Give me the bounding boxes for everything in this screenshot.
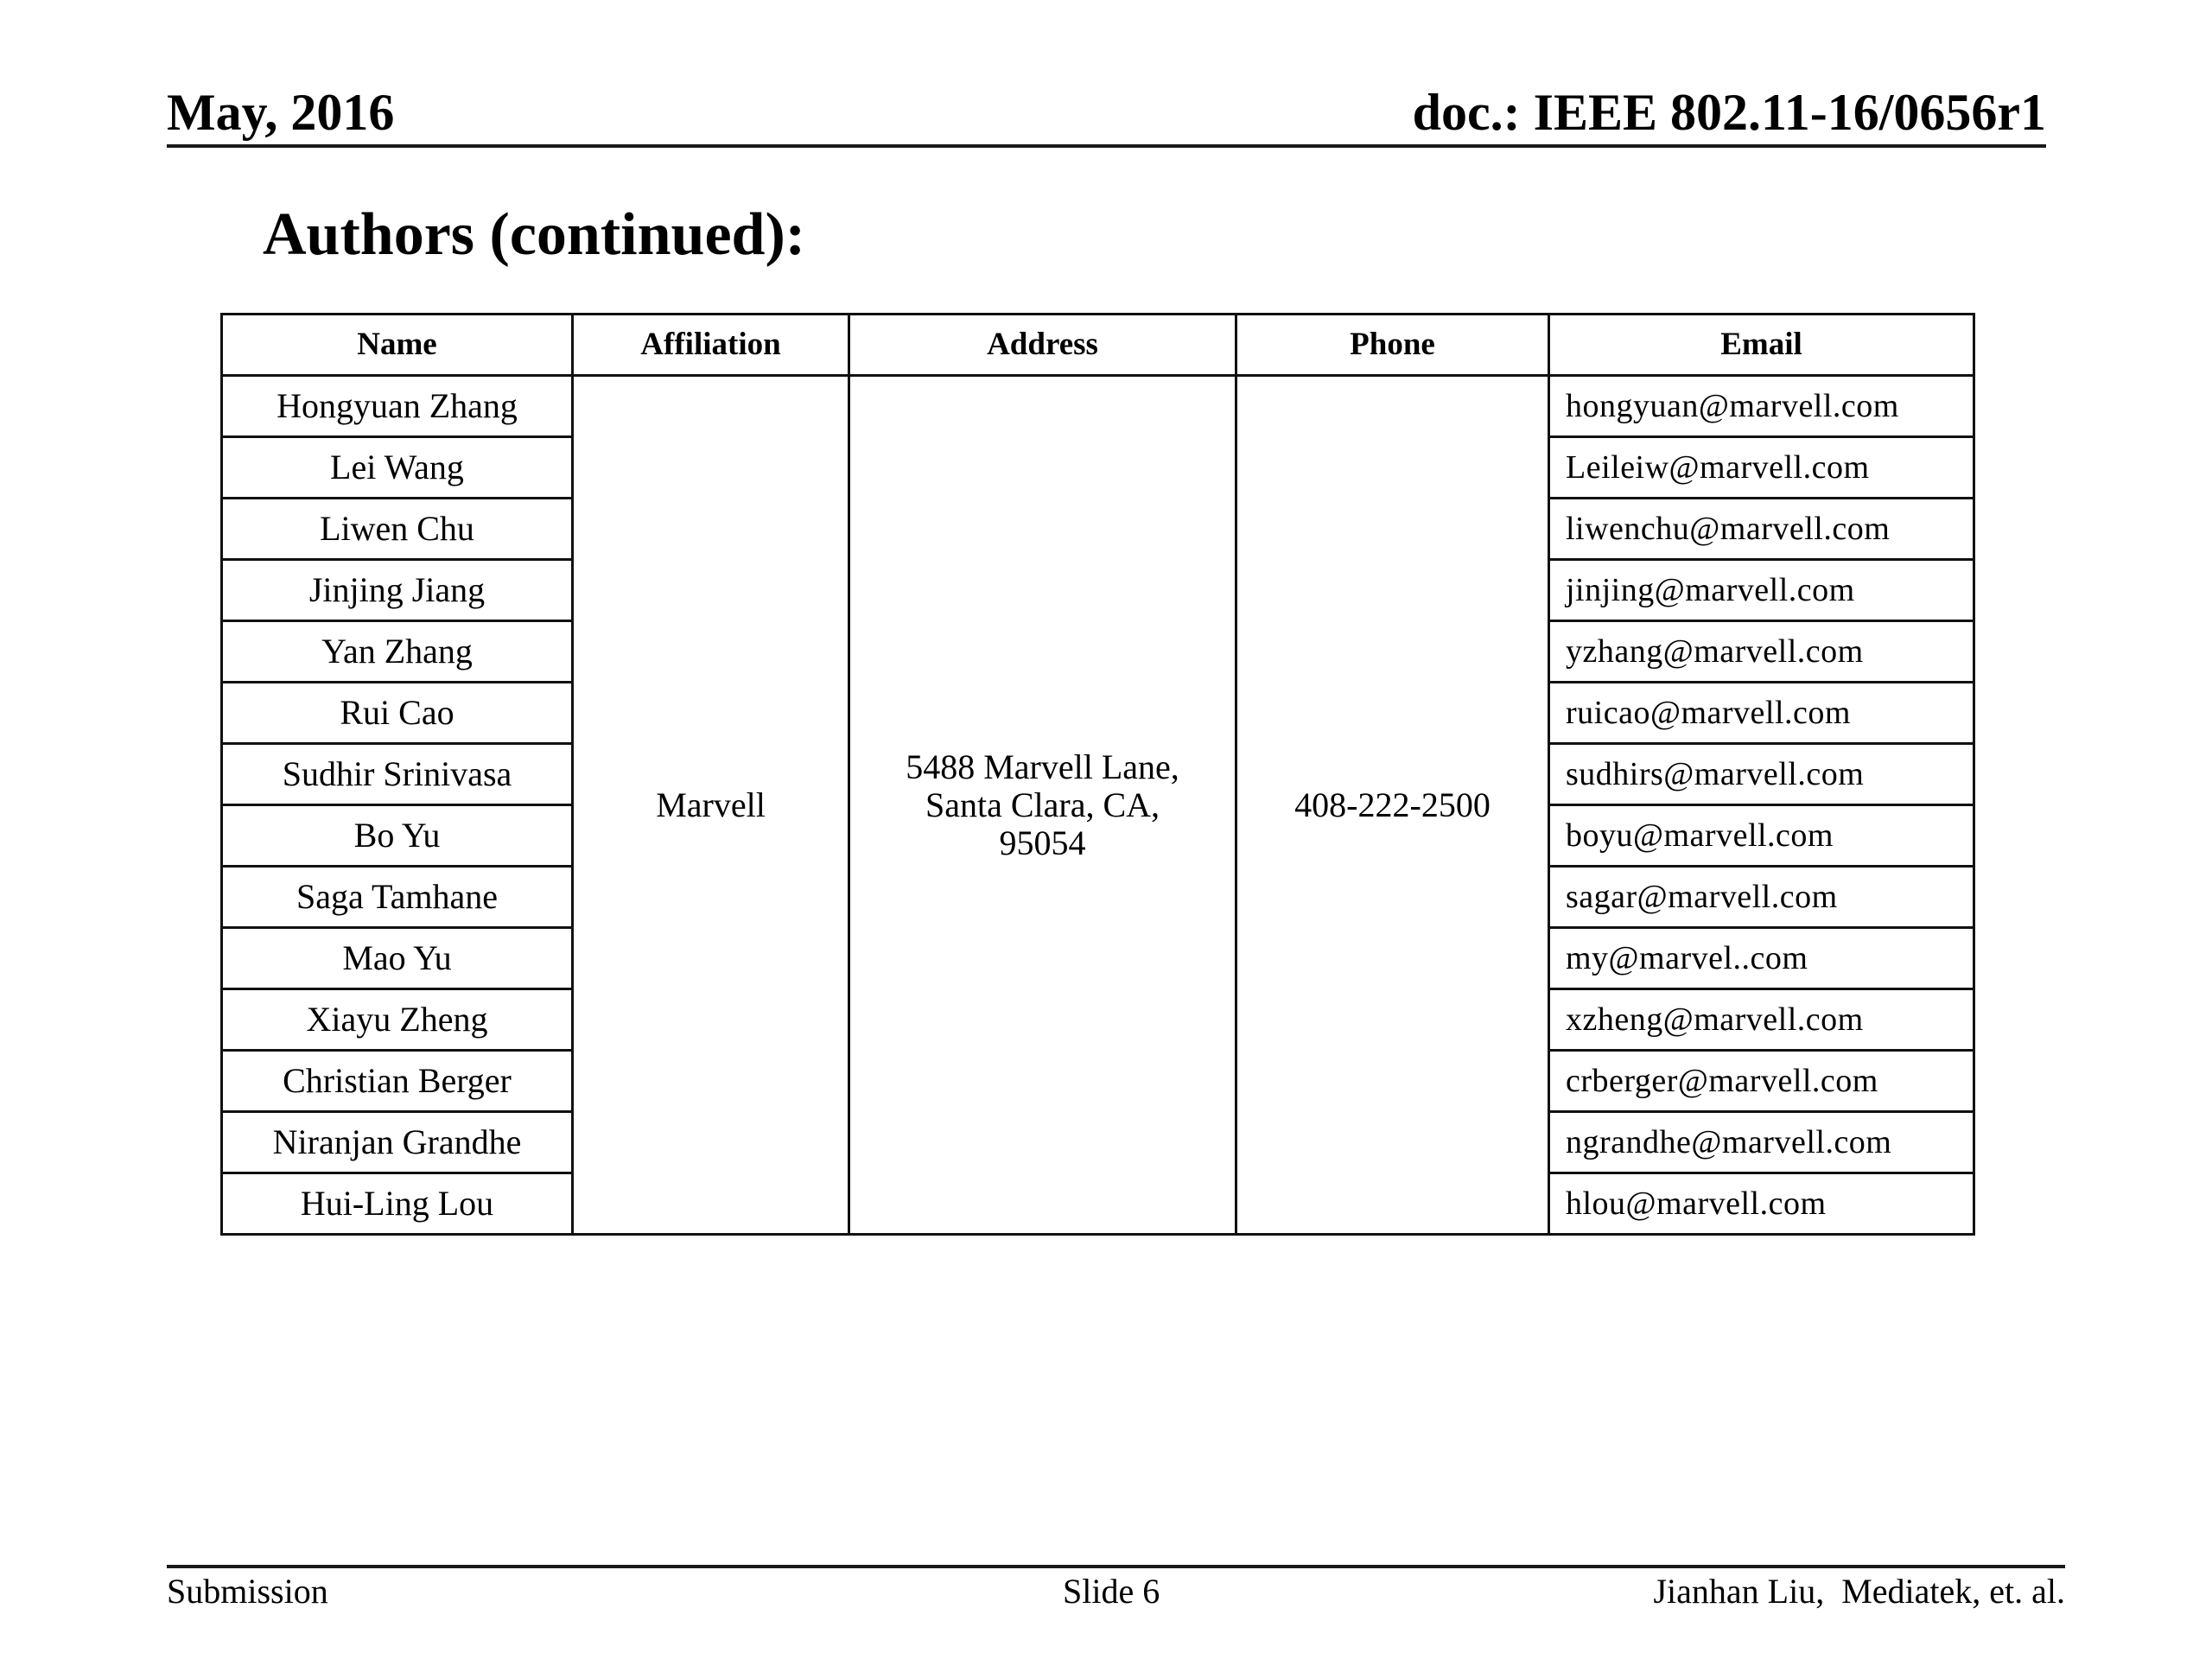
- author-name: Sudhir Srinivasa: [222, 744, 573, 805]
- author-name: Liwen Chu: [222, 499, 573, 560]
- author-email: hlou@marvell.com: [1549, 1173, 1974, 1235]
- author-email: crberger@marvell.com: [1549, 1051, 1974, 1112]
- footer-slide-number: Slide 6: [1063, 1572, 1160, 1611]
- author-name: Lei Wang: [222, 437, 573, 499]
- slide-title: Authors (continued):: [263, 201, 806, 268]
- header-doc-id: doc.: IEEE 802.11-16/0656r1: [1412, 84, 2046, 141]
- column-header-address: Address: [849, 315, 1236, 376]
- author-email: Leileiw@marvell.com: [1549, 437, 1974, 499]
- author-email: yzhang@marvell.com: [1549, 621, 1974, 683]
- author-email: hongyuan@marvell.com: [1549, 376, 1974, 437]
- author-name: Hongyuan Zhang: [222, 376, 573, 437]
- author-email: boyu@marvell.com: [1549, 805, 1974, 867]
- author-email: jinjing@marvell.com: [1549, 560, 1974, 621]
- header-date: May, 2016: [167, 84, 395, 141]
- author-name: Yan Zhang: [222, 621, 573, 683]
- footer-submission: Submission: [167, 1572, 328, 1611]
- author-name: Niranjan Grandhe: [222, 1112, 573, 1173]
- address-line: 95054: [999, 823, 1086, 862]
- author-email: my@marvel..com: [1549, 928, 1974, 989]
- author-name: Mao Yu: [222, 928, 573, 989]
- author-email: ngrandhe@marvell.com: [1549, 1112, 1974, 1173]
- author-email: sudhirs@marvell.com: [1549, 744, 1974, 805]
- footer-authors: Jianhan Liu, Mediatek, et. al.: [1653, 1572, 2065, 1611]
- phone-cell: 408-222-2500: [1236, 376, 1549, 1235]
- author-email: liwenchu@marvell.com: [1549, 499, 1974, 560]
- address-cell: [849, 376, 1236, 1235]
- header-divider: [167, 144, 2046, 148]
- author-name: Xiayu Zheng: [222, 989, 573, 1051]
- author-name: Saga Tamhane: [222, 867, 573, 928]
- footer-divider: [167, 1565, 2065, 1568]
- column-header-name: Name: [222, 315, 573, 376]
- address-line: Santa Clara, CA,: [925, 785, 1160, 824]
- author-email: xzheng@marvell.com: [1549, 989, 1974, 1051]
- affiliation-cell: Marvell: [573, 376, 849, 1235]
- column-header-email: Email: [1549, 315, 1974, 376]
- author-name: Hui-Ling Lou: [222, 1173, 573, 1235]
- table-header-row: [222, 315, 1974, 376]
- author-name: Bo Yu: [222, 805, 573, 867]
- column-header-affiliation: Affiliation: [573, 315, 849, 376]
- author-email: ruicao@marvell.com: [1549, 683, 1974, 744]
- author-name: Jinjing Jiang: [222, 560, 573, 621]
- table-row: [222, 376, 1974, 437]
- authors-table: [220, 313, 1975, 1236]
- column-header-phone: Phone: [1236, 315, 1549, 376]
- author-name: Christian Berger: [222, 1051, 573, 1112]
- author-email: sagar@marvell.com: [1549, 867, 1974, 928]
- author-name: Rui Cao: [222, 683, 573, 744]
- address-line: 5488 Marvell Lane,: [906, 747, 1179, 786]
